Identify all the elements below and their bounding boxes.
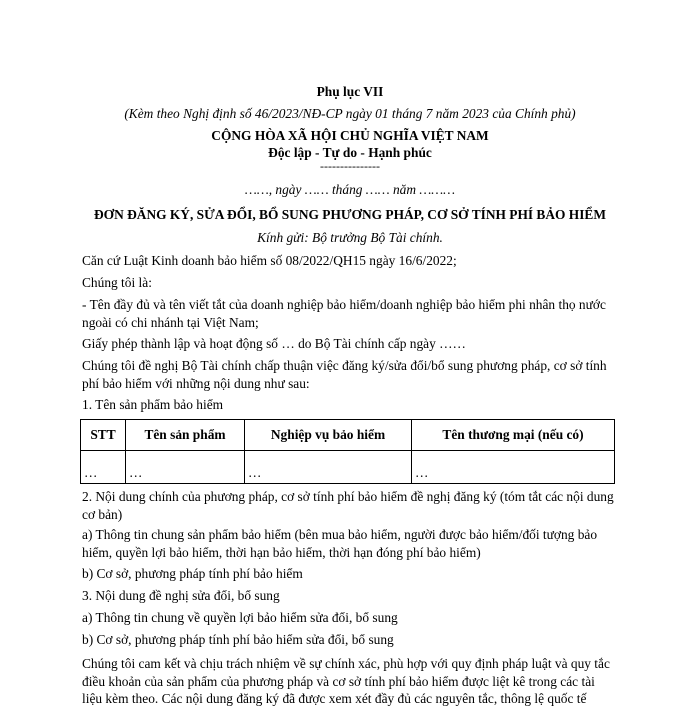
table-header-row — [81, 420, 615, 451]
section-2-heading: 2. Nội dung chính của phương pháp, cơ sở tính phí bảo hiểm đề nghị đăng ký (tóm tắt các nội dung cơ bản) — [82, 489, 614, 522]
request-paragraph: Chúng tôi đề nghị Bộ Tài chính chấp thuận việc đăng ký/sửa đổi/bổ sung phương pháp, cơ sở tính phí bảo hiểm với những nội dung như sau: — [82, 358, 607, 391]
table-cell: … — [126, 451, 245, 484]
section-3-heading: 3. Nội dung đề nghị sửa đổi, bổ sung — [82, 588, 280, 603]
table-row — [81, 451, 615, 484]
section-2b: b) Cơ sở, phương pháp tính phí bảo hiểm — [82, 566, 303, 581]
we-are-label: Chúng tôi là: — [82, 275, 152, 290]
section-3b: b) Cơ sở, phương pháp tính phí bảo hiểm sửa đổi, bổ sung — [82, 632, 394, 647]
product-table — [80, 419, 615, 484]
republic-heading: CỘNG HÒA XÃ HỘI CHỦ NGHĨA VIỆT NAM — [211, 128, 489, 143]
company-name-item: - Tên đầy đủ và tên viết tắt của doanh nghiệp bảo hiểm/doanh nghiệp bảo hiểm phi nhân thọ nước ngoài có chi nhánh tại Việt Nam; — [82, 297, 606, 330]
column-header: Tên sản phẩm — [126, 420, 245, 451]
date-line: ……, ngày …… tháng …… năm ……… — [244, 182, 456, 197]
table-cell: … — [81, 451, 126, 484]
legal-basis: Căn cứ Luật Kinh doanh bảo hiểm số 08/2022/QH15 ngày 16/6/2022; — [82, 253, 457, 268]
table-cell: … — [245, 451, 412, 484]
commitment-paragraph: Chúng tôi cam kết và chịu trách nhiệm về sự chính xác, phù hợp với quy định pháp luật và quy tắc điều khoản của sản phẩm của phương pháp và cơ sở tính phí bảo hiểm được liệt kê trong các tài liệu kèm theo. Các nội dung đăng ký đã được xem xét đầy đủ các nguyên tắc, thông lệ quốc tế — [82, 656, 610, 706]
appendix-title: Phụ lục VII — [316, 84, 384, 99]
motto: Độc lập - Tự do - Hạnh phúc — [268, 145, 432, 160]
section-1-heading: 1. Tên sản phẩm bảo hiểm — [82, 397, 224, 412]
column-header: Tên thương mại (nếu có) — [412, 420, 615, 451]
section-2a: a) Thông tin chung sản phẩm bảo hiểm (bên mua bảo hiểm, người được bảo hiểm/đối tượng bảo hiểm, quyền lợi bảo hiểm, thời hạn bảo hiểm, thời hạn đóng phí bảo hiểm) — [82, 527, 598, 560]
recipient: Kính gửi: Bộ trưởng Bộ Tài chính. — [257, 230, 443, 245]
form-title: ĐƠN ĐĂNG KÝ, SỬA ĐỔI, BỔ SUNG PHƯƠNG PHÁP, CƠ SỞ TÍNH PHÍ BẢO HIỂM — [94, 207, 606, 222]
section-3a: a) Thông tin chung về quyền lợi bảo hiểm sửa đổi, bổ sung — [82, 610, 398, 625]
separator: --------------- — [320, 159, 380, 173]
table-cell: … — [412, 451, 615, 484]
column-header: Nghiệp vụ bảo hiểm — [245, 420, 412, 451]
license-line: Giấy phép thành lập và hoạt động số … do Bộ Tài chính cấp ngày …… — [82, 336, 466, 351]
attached-note: (Kèm theo Nghị định số 46/2023/NĐ-CP ngày 01 tháng 7 năm 2023 của Chính phủ) — [124, 106, 576, 121]
column-header: STT — [81, 420, 126, 451]
